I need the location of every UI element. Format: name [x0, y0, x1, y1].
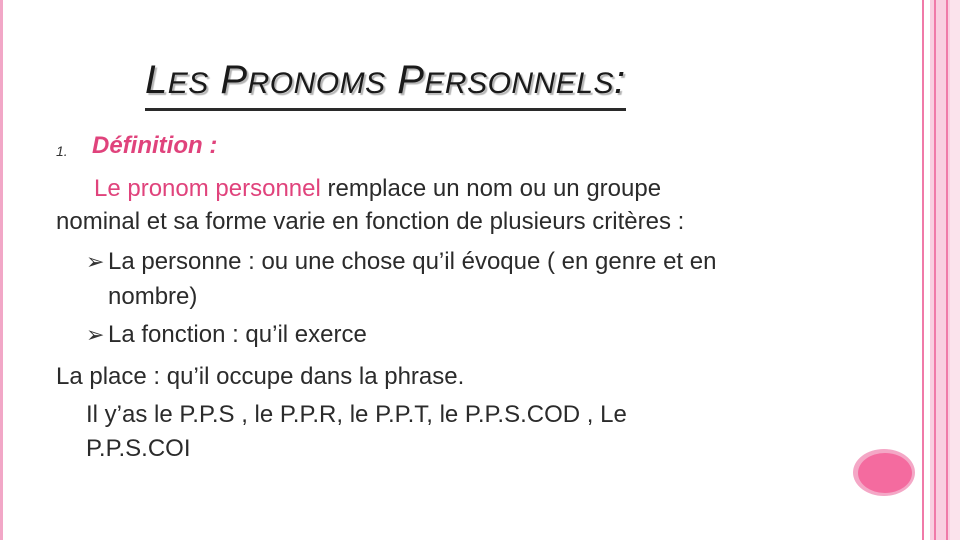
definition-heading: Définition :: [92, 132, 218, 159]
bullet-text: La fonction : qu’il exerce: [108, 321, 367, 348]
definition-line-2: nominal et sa forme varie en fonction de plusieurs critères :: [56, 208, 685, 235]
left-frame-border: [0, 0, 3, 540]
intro-rest: remplace un nom ou un groupe: [320, 175, 662, 202]
definition-intro-line: [94, 175, 661, 203]
list-number: 1.: [56, 143, 68, 159]
examples-line-2: P.P.S.COI: [86, 435, 191, 462]
arrow-bullet-icon: ➢: [86, 323, 105, 348]
examples-line-1: Il y’as le P.P.S , le P.P.R, le P.P.T, le P.P.S.COD , Le: [86, 401, 627, 428]
right-frame-fill: [950, 0, 960, 540]
bullet-text: La personne : ou une chose qu’il évoque ( en genre et en: [108, 248, 717, 275]
place-line: La place : qu’il occupe dans la phrase.: [56, 363, 465, 390]
arrow-bullet-icon: ➢: [86, 250, 105, 275]
slide-title: LES PRONOMS PERSONNELS:: [145, 58, 626, 111]
bullet-item-personne-cont: nombre): [108, 283, 198, 310]
bullet-item-personne: [86, 248, 716, 276]
term-highlight: Le pronom personnel: [94, 175, 321, 202]
decorative-circle-inner: [858, 453, 912, 493]
right-frame-inner-line: [934, 0, 936, 540]
bullet-item-fonction: [86, 321, 367, 349]
